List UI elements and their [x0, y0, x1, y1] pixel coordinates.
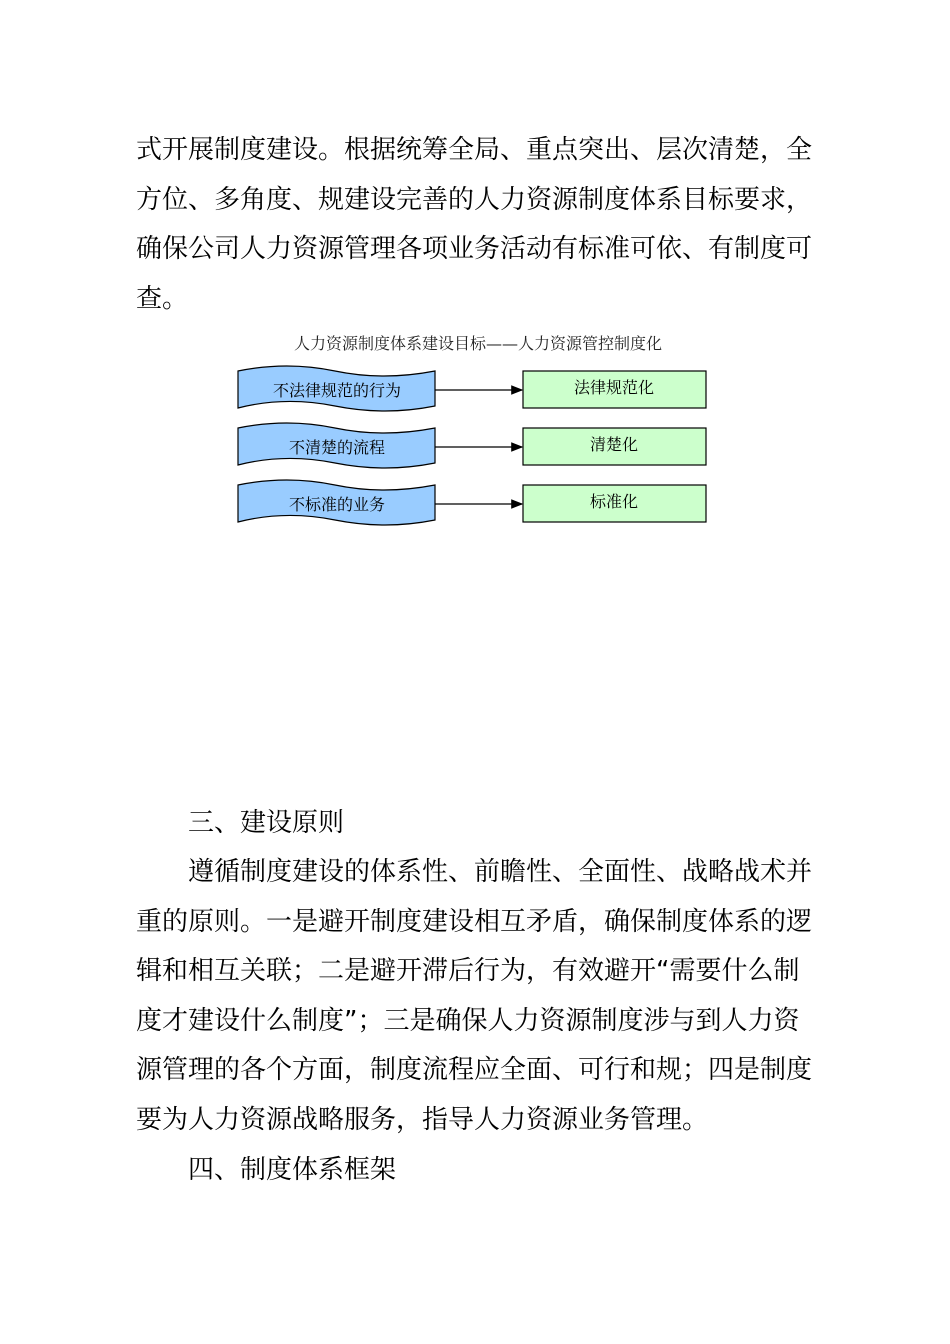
diagram-row — [238, 366, 706, 411]
text-line: 要为人力资源战略服务，指导人力资源业务管理。 — [136, 1104, 709, 1135]
text-line: 度才建设什么制度”；三是确保人力资源制度涉与到人力资 — [136, 1005, 800, 1036]
text-line: 源管理的各个方面，制度流程应全面、可行和规；四是制度 — [136, 1055, 813, 1085]
text-line: 重的原则。一是避开制度建设相互矛盾，确保制度体系的逻 — [136, 906, 813, 937]
source-label: 不法律规范的行为 — [272, 381, 402, 400]
target-label: 标准化 — [589, 492, 639, 511]
text-line: 方位、多角度、规建设完善的人力资源制度体系目标要求， — [136, 184, 813, 215]
text-line: 遵循制度建设的体系性、前瞻性、全面性、战略战术并 — [188, 857, 813, 887]
principles-paragraph — [136, 848, 816, 1145]
diagram-row — [238, 480, 706, 525]
section-heading: 四、制度体系框架 — [188, 1155, 397, 1185]
text-line: 查。 — [136, 283, 189, 314]
intro-paragraph — [136, 126, 816, 324]
diagram-title: 人力资源制度体系建设目标——人力资源管控制度化 — [293, 334, 663, 353]
target-label: 法律规范化 — [573, 378, 655, 397]
source-label: 不清楚的流程 — [288, 438, 386, 457]
text-line: 确保公司人力资源管理各项业务活动有标准可依、有制度可 — [136, 234, 813, 264]
text-line: 辑和相互关联；二是避开滞后行为，有效避开“需要什么制 — [136, 956, 800, 986]
goal-diagram — [230, 328, 720, 533]
source-label: 不标准的业务 — [288, 495, 386, 514]
diagram-row — [238, 423, 706, 468]
section-heading: 三、建设原则 — [188, 808, 345, 838]
target-label: 清楚化 — [589, 435, 639, 454]
text-line: 式开展制度建设。根据统筹全局、重点突出、层次清楚，全 — [136, 135, 813, 165]
